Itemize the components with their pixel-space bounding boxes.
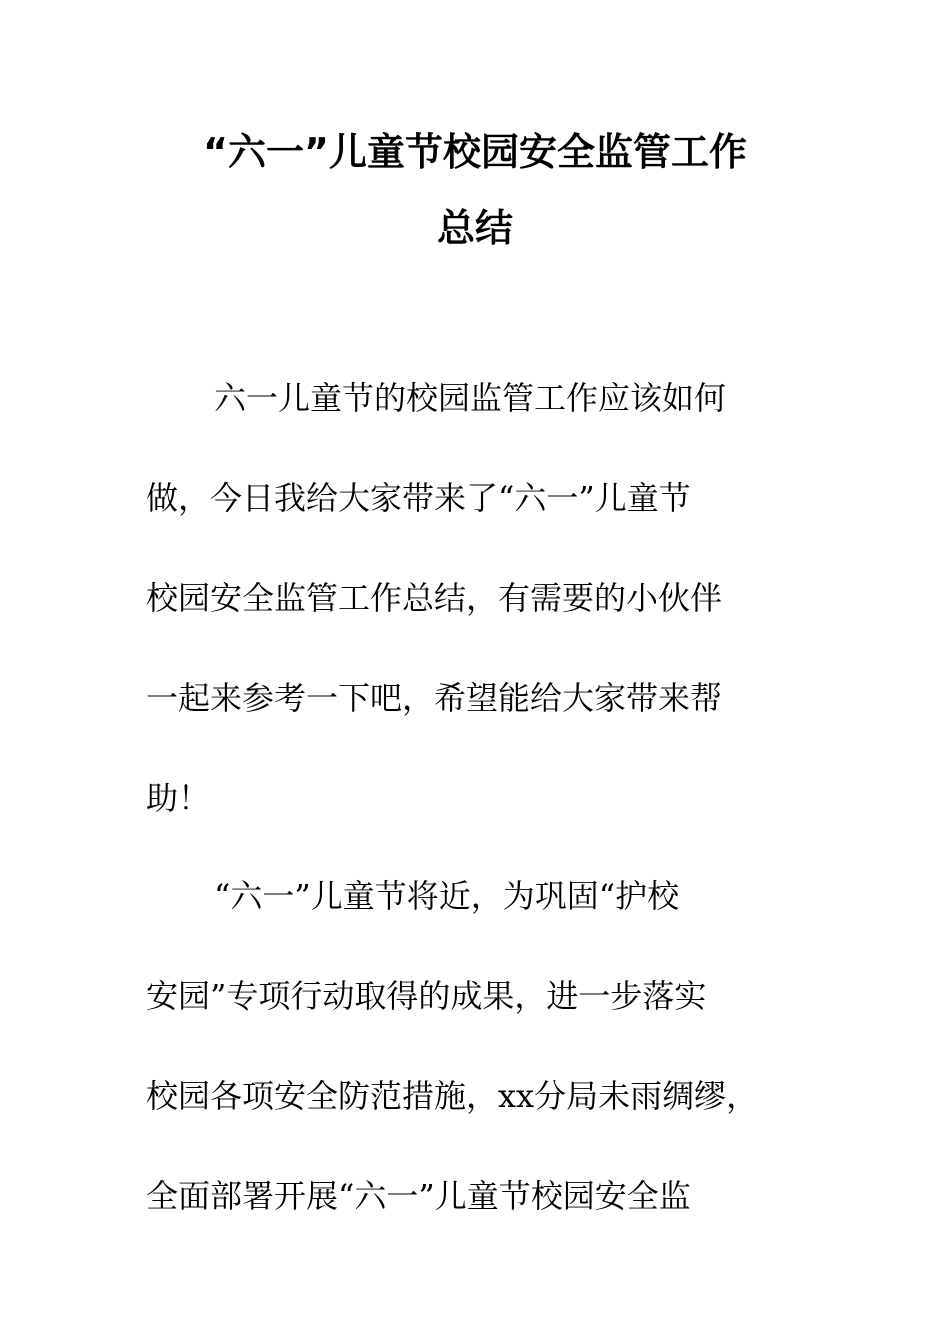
paragraph-2-line-1: “六一”儿童节将近，为巩固“护校: [214, 877, 680, 915]
paragraph-1-line-3: 校园安全监管工作总结，有需要的小伙伴: [146, 579, 723, 617]
paragraph-1-line-4: 一起来参考一下吧，希望能给大家带来帮: [146, 679, 723, 717]
paragraph-2-line-3: 校园各项安全防范措施，xx分局未雨绸缪，: [146, 1077, 759, 1115]
paragraph-2-line-2: 安园”专项行动取得的成果，进一步落实: [146, 977, 707, 1015]
paragraph-1-line-5: 助！: [146, 779, 211, 817]
paragraph-1-line-2: 做，今日我给大家带来了“六一”儿童节: [146, 479, 691, 517]
paragraph-2-line-4: 全面部署开展“六一”儿童节校园安全监: [146, 1177, 691, 1215]
document-title-line-1: “六一”儿童节校园安全监管工作: [203, 130, 747, 174]
document-title-line-2: 总结: [436, 206, 513, 250]
paragraph-1-line-1: 六一儿童节的校园监管工作应该如何: [214, 379, 727, 417]
